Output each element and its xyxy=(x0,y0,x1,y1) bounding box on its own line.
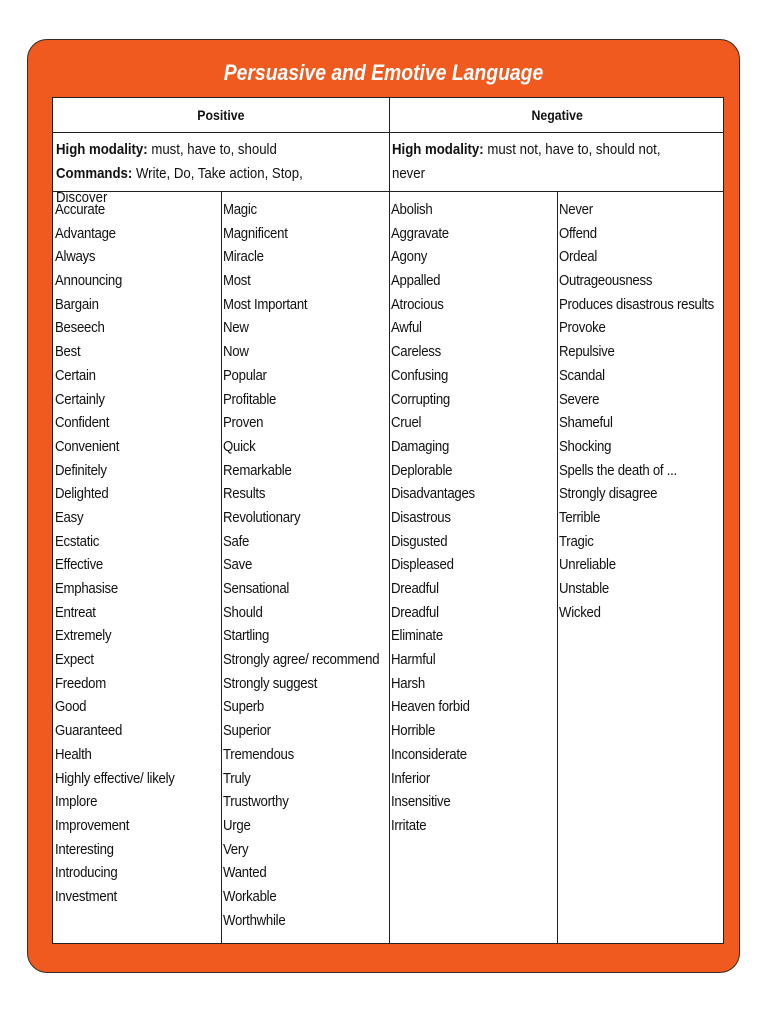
commands-value: Write, Do, Take action, Stop, Discover xyxy=(56,165,303,206)
word-text: Offend xyxy=(559,224,597,242)
negative-column-divider xyxy=(557,191,558,943)
word-text: Insensitive xyxy=(391,793,451,811)
word-item xyxy=(391,577,486,601)
word-text: Improvement xyxy=(55,816,130,834)
word-text: Appalled xyxy=(391,272,441,290)
word-text: Workable xyxy=(223,887,277,905)
word-item xyxy=(391,790,486,814)
word-item xyxy=(55,388,191,412)
word-text: Accurate xyxy=(55,201,105,218)
word-item xyxy=(55,577,191,601)
word-item xyxy=(391,316,486,340)
word-text: Never xyxy=(559,201,593,218)
word-text: Expect xyxy=(55,651,94,669)
word-item xyxy=(55,861,191,885)
word-text: Inferior xyxy=(391,769,430,787)
word-item xyxy=(559,459,735,483)
word-item xyxy=(55,506,191,530)
word-text: Strongly agree/ recommend xyxy=(223,651,380,669)
word-text: Inconsiderate xyxy=(391,745,467,763)
negative-words-column-2 xyxy=(559,198,735,624)
word-item xyxy=(559,506,735,530)
word-text: Freedom xyxy=(55,674,106,692)
word-item xyxy=(223,601,401,625)
word-item xyxy=(55,269,191,293)
word-item xyxy=(223,814,401,838)
word-item xyxy=(223,293,401,317)
word-item xyxy=(391,293,486,317)
word-text: Effective xyxy=(55,556,104,574)
word-text: Shocking xyxy=(559,437,612,455)
commands-label: Commands: xyxy=(56,165,133,182)
word-item xyxy=(223,222,401,246)
word-item xyxy=(223,767,401,791)
positive-column-divider xyxy=(221,191,222,943)
word-item xyxy=(223,719,401,743)
word-item xyxy=(223,388,401,412)
word-text: Produces disastrous results xyxy=(559,295,715,313)
word-item xyxy=(55,743,191,767)
negative-header-label: Negative xyxy=(531,107,583,123)
word-text: Results xyxy=(223,485,266,503)
word-text: Tremendous xyxy=(223,745,294,763)
word-text: Magic xyxy=(223,201,257,218)
word-item xyxy=(55,459,191,483)
word-item xyxy=(391,624,486,648)
word-text: Shameful xyxy=(559,414,613,432)
word-text: Agony xyxy=(391,248,428,266)
word-item xyxy=(223,435,401,459)
word-text: Announcing xyxy=(55,272,123,290)
word-item xyxy=(391,364,486,388)
word-text: Damaging xyxy=(391,437,450,455)
word-item xyxy=(391,814,486,838)
word-text: Delighted xyxy=(55,485,109,503)
word-item xyxy=(223,482,401,506)
word-text: Confusing xyxy=(391,366,449,384)
word-item xyxy=(55,222,191,246)
word-item xyxy=(391,411,486,435)
word-text: Extremely xyxy=(55,627,112,645)
word-item xyxy=(55,814,191,838)
word-text: Urge xyxy=(223,816,251,834)
word-text: Repulsive xyxy=(559,343,615,361)
word-item xyxy=(55,672,191,696)
word-item xyxy=(223,624,401,648)
word-text: Advantage xyxy=(55,224,116,242)
word-item xyxy=(223,648,401,672)
word-text: Save xyxy=(223,556,253,574)
word-item xyxy=(55,435,191,459)
word-text: Disastrous xyxy=(391,508,451,526)
word-item xyxy=(223,672,401,696)
word-text: Startling xyxy=(223,627,270,645)
word-text: Wanted xyxy=(223,864,267,882)
word-item xyxy=(391,245,486,269)
negative-header xyxy=(389,98,725,132)
word-item xyxy=(55,624,191,648)
word-item xyxy=(559,364,735,388)
word-item xyxy=(223,695,401,719)
word-text: Convenient xyxy=(55,437,120,455)
word-text: Superb xyxy=(223,698,264,716)
word-text: Profitable xyxy=(223,390,277,408)
word-item xyxy=(559,435,735,459)
positive-words-column-1 xyxy=(55,198,191,909)
word-text: Beseech xyxy=(55,319,105,337)
word-text: Harmful xyxy=(391,651,436,669)
word-text: Very xyxy=(223,840,249,858)
word-text: Best xyxy=(55,343,81,361)
word-text: Outrageousness xyxy=(559,272,653,290)
word-text: Deplorable xyxy=(391,461,453,479)
word-item xyxy=(55,364,191,388)
word-text: Bargain xyxy=(55,295,99,313)
word-item xyxy=(391,388,486,412)
word-item xyxy=(559,340,735,364)
word-text: Certain xyxy=(55,366,96,384)
word-text: Remarkable xyxy=(223,461,292,479)
word-item xyxy=(55,719,191,743)
word-item xyxy=(223,411,401,435)
word-item xyxy=(223,506,401,530)
word-text: Definitely xyxy=(55,461,107,479)
word-text: Tragic xyxy=(559,532,594,550)
word-item xyxy=(223,838,401,862)
word-item xyxy=(391,459,486,483)
word-text: Displeased xyxy=(391,556,454,574)
word-item xyxy=(55,838,191,862)
word-text: Highly effective/ likely xyxy=(55,769,175,787)
word-text: Good xyxy=(55,698,87,716)
language-table xyxy=(52,97,724,944)
word-item xyxy=(223,790,401,814)
word-item xyxy=(391,269,486,293)
word-text: Irritate xyxy=(391,816,427,834)
word-text: Ordeal xyxy=(559,248,598,266)
word-text: Should xyxy=(223,603,263,621)
positive-words-column-2 xyxy=(223,198,401,932)
word-text: Proven xyxy=(223,414,264,432)
word-text: Quick xyxy=(223,437,256,455)
word-item xyxy=(55,601,191,625)
word-text: Certainly xyxy=(55,390,105,408)
word-text: Easy xyxy=(55,508,84,526)
word-item xyxy=(55,245,191,269)
word-item xyxy=(559,245,735,269)
page-title: Persuasive and Emotive Language xyxy=(223,60,544,85)
word-item xyxy=(391,435,486,459)
word-text: Ecstatic xyxy=(55,532,100,550)
word-item xyxy=(559,601,735,625)
word-text: Investment xyxy=(55,887,117,905)
word-item xyxy=(223,340,401,364)
word-text: Worthwhile xyxy=(223,911,286,929)
word-text: Wicked xyxy=(559,603,601,621)
header-divider xyxy=(53,132,723,133)
word-text: Now xyxy=(223,343,249,361)
word-item xyxy=(223,316,401,340)
word-item xyxy=(223,198,401,222)
word-text: Popular xyxy=(223,366,267,384)
word-item xyxy=(55,648,191,672)
word-text: Dreadful xyxy=(391,603,439,621)
word-text: Health xyxy=(55,745,92,763)
word-text: Truly xyxy=(223,769,251,787)
negative-words-column-1 xyxy=(391,198,486,838)
word-item xyxy=(559,269,735,293)
word-item xyxy=(391,340,486,364)
word-text: Superior xyxy=(223,722,271,740)
word-item xyxy=(223,269,401,293)
word-item xyxy=(559,411,735,435)
word-item xyxy=(391,648,486,672)
word-item xyxy=(559,530,735,554)
word-text: Spells the death of ... xyxy=(559,461,677,479)
word-text: Interesting xyxy=(55,840,114,858)
negative-modality-cell xyxy=(392,138,722,186)
word-text: Miracle xyxy=(223,248,264,266)
word-text: Emphasise xyxy=(55,580,118,597)
word-item xyxy=(559,577,735,601)
word-text: Unreliable xyxy=(559,556,616,574)
word-text: Most xyxy=(223,272,251,290)
word-text: Revolutionary xyxy=(223,508,301,526)
word-text: Careless xyxy=(391,343,441,361)
word-item xyxy=(223,743,401,767)
word-item xyxy=(223,364,401,388)
word-item xyxy=(223,577,401,601)
word-text: Introducing xyxy=(55,864,118,882)
word-item xyxy=(391,553,486,577)
word-item xyxy=(391,482,486,506)
word-item xyxy=(391,767,486,791)
word-text: Atrocious xyxy=(391,295,444,313)
word-text: Strongly disagree xyxy=(559,485,658,503)
word-text: Horrible xyxy=(391,722,436,740)
word-text: Disadvantages xyxy=(391,485,475,503)
word-text: Heaven forbid xyxy=(391,698,470,716)
word-text: Strongly suggest xyxy=(223,674,318,692)
word-item xyxy=(223,909,401,933)
word-item xyxy=(55,553,191,577)
word-item xyxy=(55,316,191,340)
word-item xyxy=(559,553,735,577)
word-text: Guaranteed xyxy=(55,722,123,740)
word-text: Disgusted xyxy=(391,532,448,550)
word-item xyxy=(55,790,191,814)
word-item xyxy=(223,530,401,554)
word-item xyxy=(55,293,191,317)
word-item xyxy=(559,222,735,246)
word-text: Terrible xyxy=(559,508,601,526)
word-item xyxy=(55,530,191,554)
word-text: Severe xyxy=(559,390,600,408)
word-text: Abolish xyxy=(391,201,433,218)
word-item xyxy=(391,601,486,625)
word-text: Confident xyxy=(55,414,110,432)
word-text: Harsh xyxy=(391,674,425,692)
word-text: Awful xyxy=(391,319,422,337)
word-text: Trustworthy xyxy=(223,793,289,811)
word-text: Cruel xyxy=(391,414,422,432)
word-text: Entreat xyxy=(55,603,96,621)
word-item xyxy=(55,198,191,222)
word-item xyxy=(55,695,191,719)
word-item xyxy=(55,885,191,909)
word-text: Unstable xyxy=(559,580,609,597)
word-text: Most Important xyxy=(223,295,308,313)
word-item xyxy=(55,411,191,435)
word-text: Provoke xyxy=(559,319,606,337)
word-item xyxy=(391,198,486,222)
word-item xyxy=(559,316,735,340)
word-item xyxy=(391,719,486,743)
word-text: Aggravate xyxy=(391,224,449,242)
word-item xyxy=(391,506,486,530)
word-item xyxy=(559,198,735,222)
word-item xyxy=(391,743,486,767)
word-text: Magnificent xyxy=(223,224,288,242)
word-item xyxy=(391,672,486,696)
word-item xyxy=(391,222,486,246)
word-item xyxy=(391,695,486,719)
positive-high-modality-label: High modality: xyxy=(56,141,148,158)
word-item xyxy=(223,885,401,909)
word-text: Dreadful xyxy=(391,580,439,597)
word-item xyxy=(223,245,401,269)
word-text: Corrupting xyxy=(391,390,451,408)
word-text: Eliminate xyxy=(391,627,443,645)
word-text: Implore xyxy=(55,793,98,811)
word-text: Safe xyxy=(223,532,250,550)
word-text: Sensational xyxy=(223,580,290,597)
positive-header-label: Positive xyxy=(197,107,245,123)
word-item xyxy=(223,861,401,885)
word-item xyxy=(559,388,735,412)
negative-high-modality-label: High modality: xyxy=(392,141,484,158)
word-item xyxy=(55,340,191,364)
word-item xyxy=(55,482,191,506)
word-item xyxy=(559,482,735,506)
word-item xyxy=(223,553,401,577)
negative-high-modality-value: must not, have to, should not, never xyxy=(392,141,661,182)
word-item xyxy=(55,767,191,791)
word-item xyxy=(223,459,401,483)
word-text: New xyxy=(223,319,249,337)
word-item xyxy=(559,293,735,317)
word-text: Always xyxy=(55,248,96,266)
positive-high-modality-value: must, have to, should xyxy=(151,141,277,158)
positive-header xyxy=(53,98,389,132)
word-item xyxy=(391,530,486,554)
word-text: Scandal xyxy=(559,366,605,384)
